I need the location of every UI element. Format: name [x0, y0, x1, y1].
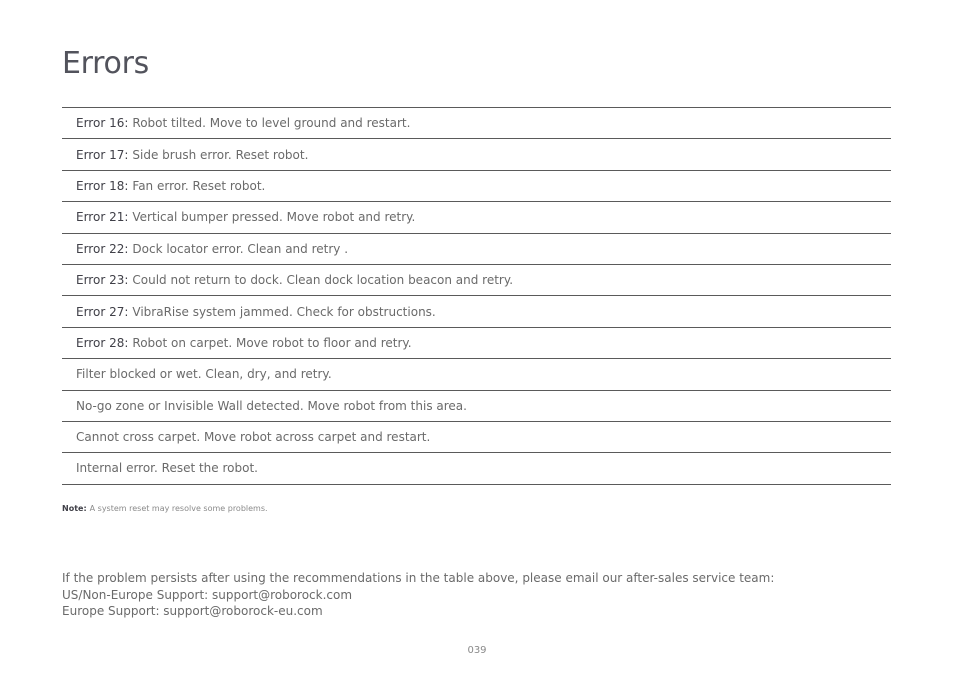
error-row-21: [62, 202, 891, 233]
error-table: [62, 107, 891, 485]
error-code: Error 18:: [76, 178, 129, 193]
error-description: Cannot cross carpet. Move robot across carpet and restart.: [76, 430, 431, 445]
note-text: A system reset may resolve some problems.: [89, 504, 268, 513]
error-code: Error 21:: [76, 210, 129, 225]
support-us: US/Non-Europe Support: support@roborock.com: [62, 587, 353, 602]
support-info: [62, 570, 774, 620]
error-description: VibraRise system jammed. Check for obstructions.: [132, 304, 436, 319]
error-row-filter: [62, 359, 891, 390]
error-code: Error 17:: [76, 147, 129, 162]
error-description: Internal error. Reset the robot.: [76, 461, 258, 476]
support-intro: If the problem persists after using the recommendations in the table above, please email our after-sales service team:: [62, 571, 775, 585]
error-description: No-go zone or Invisible Wall detected. Move robot from this area.: [76, 398, 467, 413]
error-row-18: [62, 171, 891, 202]
error-description: Vertical bumper pressed. Move robot and retry.: [132, 210, 416, 225]
error-row-no-go-zone: [62, 391, 891, 422]
error-code: Error 16:: [76, 116, 129, 131]
error-row-internal: [62, 453, 891, 484]
error-description: Could not return to dock. Clean dock location beacon and retry.: [132, 273, 514, 288]
error-row-28: [62, 328, 891, 359]
error-code: Error 28:: [76, 335, 129, 350]
note: [62, 504, 268, 513]
error-row-16: [62, 108, 891, 139]
error-description: Dock locator error. Clean and retry .: [132, 241, 349, 256]
error-row-17: [62, 139, 891, 170]
error-row-22: [62, 234, 891, 265]
error-row-27: [62, 296, 891, 327]
error-description: Filter blocked or wet. Clean, dry, and retry.: [76, 367, 332, 382]
error-row-23: [62, 265, 891, 296]
page-title: Errors: [62, 46, 149, 81]
error-description: Robot tilted. Move to level ground and restart.: [132, 116, 411, 131]
error-code: Error 27:: [76, 304, 129, 319]
support-eu: Europe Support: support@roborock-eu.com: [62, 604, 323, 618]
error-code: Error 22:: [76, 241, 129, 256]
error-row-carpet: [62, 422, 891, 453]
note-label: Note:: [62, 504, 87, 513]
page-number: 039: [467, 645, 487, 656]
error-description: Robot on carpet. Move robot to floor and retry.: [132, 335, 412, 350]
error-description: Fan error. Reset robot.: [132, 178, 266, 193]
error-description: Side brush error. Reset robot.: [132, 147, 309, 162]
error-code: Error 23:: [76, 273, 129, 288]
